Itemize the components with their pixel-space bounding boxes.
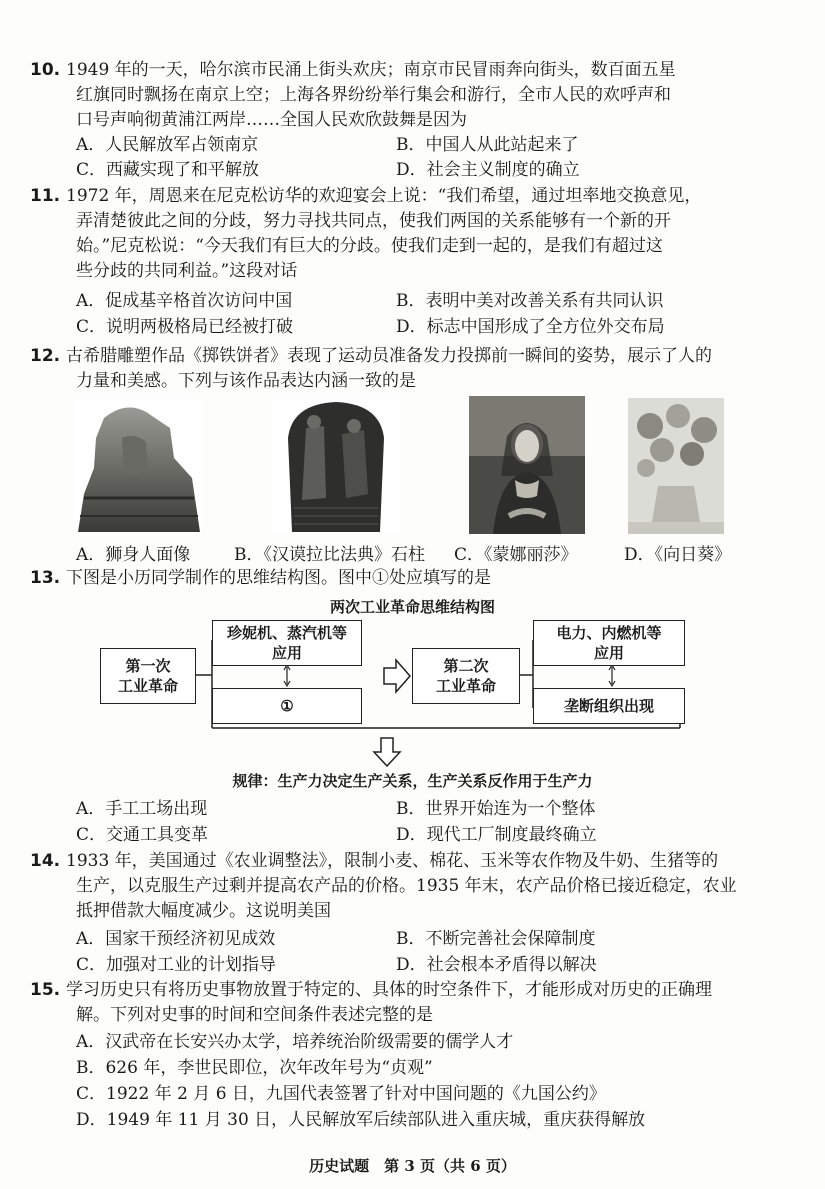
question-number: 10. — [30, 60, 61, 80]
question-number: 14. — [30, 851, 61, 871]
option-a: A．国家干预经济初见成效 — [76, 929, 276, 949]
question-text: 口号声响彻黄浦江两岸……全国人民欢欣鼓舞是因为 — [76, 110, 467, 130]
option-c: C．交通工具变革 — [76, 825, 209, 845]
option-c: C．1922 年 2 月 6 日，九国代表签署了针对中国问题的《九国公约》 — [76, 1084, 606, 1104]
diagram-rule: 规律：生产力决定生产关系，生产关系反作用于生产力 — [232, 772, 593, 790]
question-text: 下图是小历同学制作的思维结构图。图中①处应填写的是 — [66, 568, 491, 588]
question-text: 始。”尼克松说：“今天我们有巨大的分歧。使我们走到一起的，是我们有超过这 — [76, 236, 663, 256]
option-c: C．西藏实现了和平解放 — [76, 160, 260, 180]
page-footer: 历史试题 第 3 页（共 6 页） — [309, 1157, 516, 1175]
option-a: A．手工工场出现 — [76, 799, 208, 819]
option-b: B．中国人从此站起来了 — [396, 135, 579, 155]
option-d: D．社会根本矛盾得以解决 — [396, 955, 597, 975]
diagram-title: 两次工业革命思维结构图 — [329, 598, 495, 616]
question-text: 些分歧的共同利益。”这段对话 — [76, 261, 298, 281]
option-d: D．标志中国形成了全方位外交布局 — [396, 317, 665, 337]
second-revolution-box: 第二次 工业革命 — [412, 648, 520, 704]
option-b: B．世界开始连为一个整体 — [396, 799, 596, 819]
option-d: D．1949 年 11 月 30 日，人民解放军后续部队进入重庆城，重庆获得解放 — [76, 1110, 646, 1130]
option-a: A．汉武帝在长安兴办太学，培养统治阶级需要的儒学人才 — [76, 1032, 514, 1052]
second-revolution-tech-box: 电力、内燃机等 应用 — [533, 620, 685, 666]
question-text: 弄清楚彼此之间的分歧，努力寻找共同点，使我们两国的关系能够有一个新的开 — [76, 211, 671, 231]
question-text: 生产，以克服生产过剩并提高农产品的价格。1935 年末，农产品价格已接近稳定，农业 — [76, 876, 737, 896]
option-c: C．加强对工业的计划指导 — [76, 955, 277, 975]
question-text: 学习历史只有将历史事物放置于特定的、具体的时空条件下，才能形成对历史的正确理 — [66, 980, 712, 1000]
caption-b: B．《汉谟拉比法典》石柱 — [234, 545, 425, 565]
question-number: 11. — [30, 186, 61, 206]
question-text: 力量和美感。下列与该作品表达内涵一致的是 — [76, 371, 416, 391]
option-b: B．626 年，李世民即位，次年改年号为“贞观” — [76, 1058, 433, 1078]
question-number: 12. — [30, 346, 61, 366]
option-c: C．说明两极格局已经被打破 — [76, 317, 294, 337]
caption-c: C．《蒙娜丽莎》 — [454, 545, 578, 565]
question-text: 古希腊雕塑作品《掷铁饼者》表现了运动员准备发力投掷前一瞬间的姿势，展示了人的 — [66, 346, 712, 366]
first-revolution-tech-box: 珍妮机、蒸汽机等 应用 — [212, 620, 362, 666]
question-text: 解。下列对史事的时间和空间条件表述完整的是 — [76, 1005, 433, 1025]
question-text: 红旗同时飘扬在南京上空；上海各界纷纷举行集会和游行，全市人民的欢呼声和 — [76, 85, 671, 105]
question-text: 1972 年，周恩来在尼克松访华的欢迎宴会上说：“我们希望，通过坦率地交换意见， — [66, 186, 702, 206]
question-text: 1933 年，美国通过《农业调整法》，限制小麦、棉花、玉米等农作物及牛奶、生猪等的 — [66, 851, 719, 871]
monopoly-box: 垄断组织出现 — [533, 688, 685, 724]
option-b: B．不断完善社会保障制度 — [396, 929, 596, 949]
question-text: 1949 年的一天，哈尔滨市民涌上街头欢庆；南京市民冒雨奔向街头，数百面五星 — [66, 60, 676, 80]
option-d: D．社会主义制度的确立 — [396, 160, 580, 180]
first-revolution-box: 第一次 工业革命 — [100, 648, 196, 704]
blank-1-box: ① — [212, 688, 362, 724]
option-d: D．现代工厂制度最终确立 — [396, 825, 597, 845]
caption-a: A．狮身人面像 — [76, 545, 191, 565]
question-number: 15. — [30, 980, 61, 1000]
option-a: A．促成基辛格首次访问中国 — [76, 291, 293, 311]
question-text: 抵押借款大幅度减少。这说明美国 — [76, 901, 331, 921]
question-number: 13. — [30, 568, 61, 588]
option-b: B．表明中美对改善关系有共同认识 — [396, 291, 664, 311]
caption-d: D．《向日葵》 — [624, 545, 732, 565]
option-a: A．人民解放军占领南京 — [76, 135, 259, 155]
